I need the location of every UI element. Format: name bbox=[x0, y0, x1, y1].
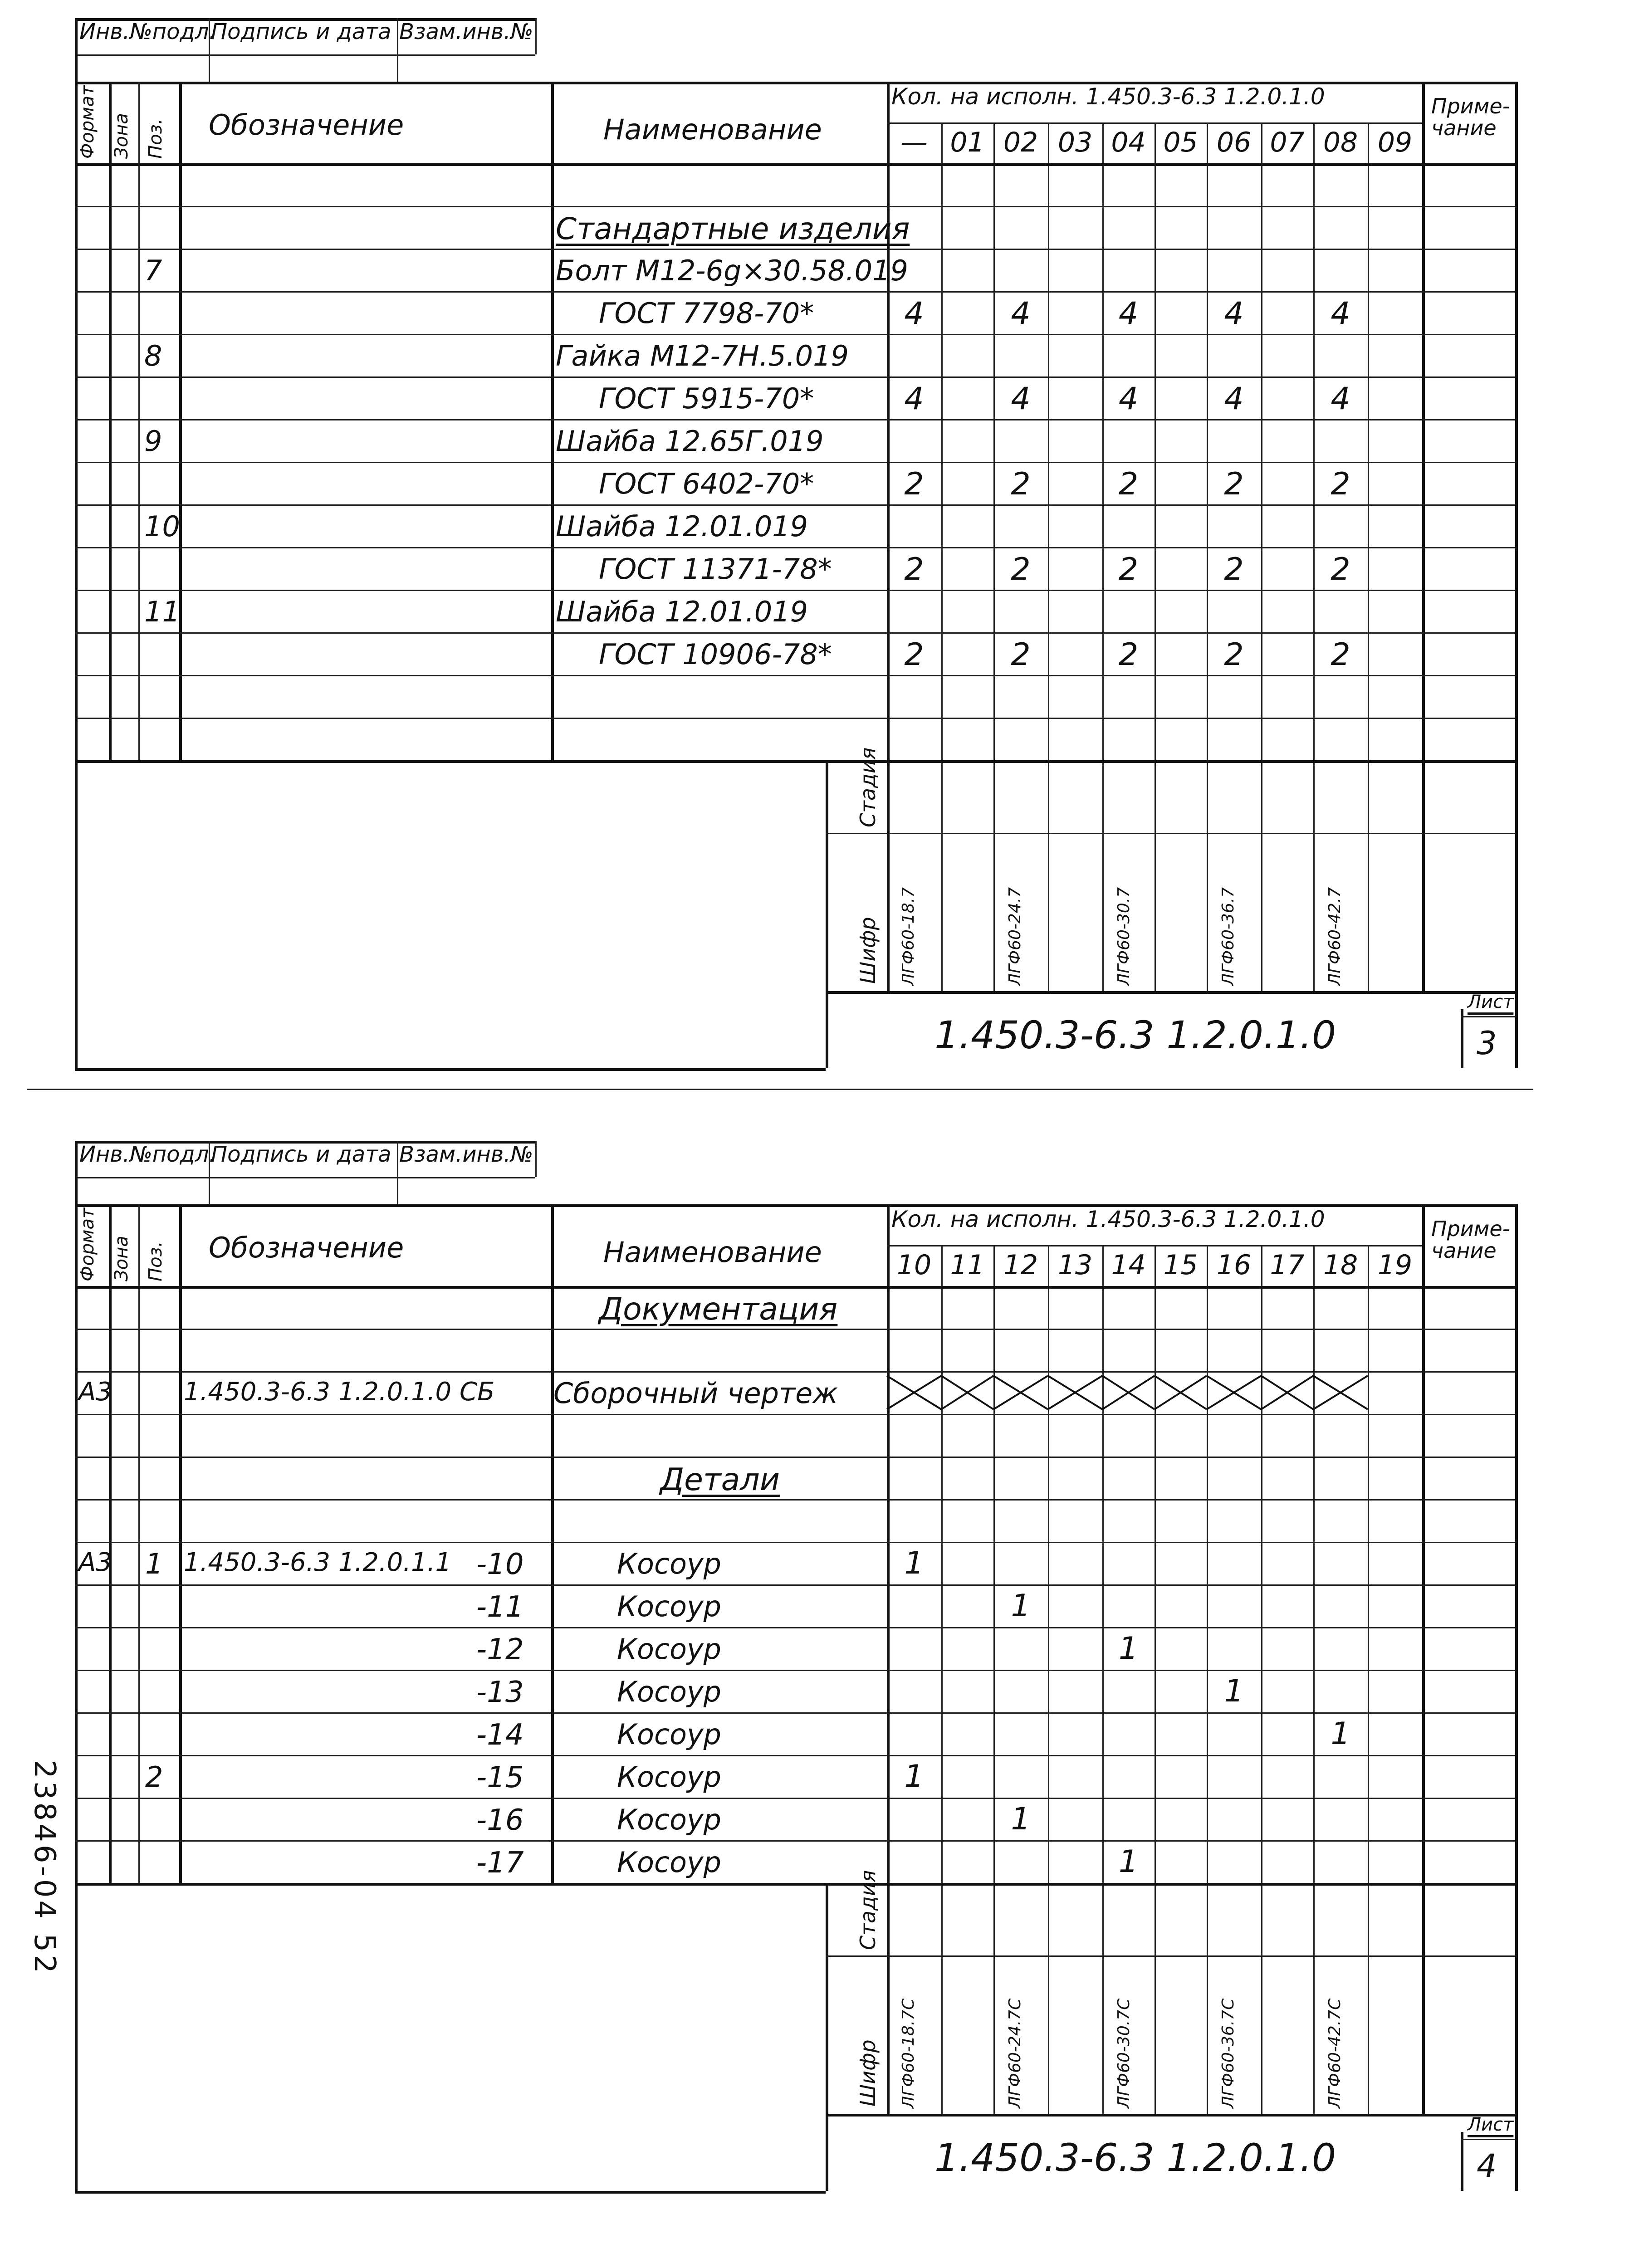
row-variant: -16 bbox=[476, 1804, 524, 1837]
qty-value: 2 bbox=[1011, 466, 1031, 502]
qty-value: 4 bbox=[904, 296, 924, 332]
qty-value: 2 bbox=[904, 637, 924, 673]
qty-value: 4 bbox=[904, 381, 924, 417]
row-name: Косоур bbox=[617, 1760, 722, 1794]
row-name: ГОСТ 7798-70* bbox=[599, 297, 814, 330]
qty-value: 2 bbox=[1331, 466, 1350, 502]
row-position: 9 bbox=[144, 425, 162, 458]
qty-col-header: 14 bbox=[1111, 1249, 1146, 1281]
qty-value: 2 bbox=[904, 552, 924, 587]
row-name: Косоур bbox=[617, 1675, 722, 1708]
qty-col-header: 19 bbox=[1377, 1249, 1413, 1281]
stamp-inv-label: Инв.№подл. bbox=[79, 19, 216, 44]
row-name: Косоур bbox=[617, 1590, 722, 1623]
row-variant: -13 bbox=[476, 1676, 524, 1709]
qty-col-header: 05 bbox=[1163, 127, 1198, 158]
qty-value: 1 bbox=[1224, 1673, 1244, 1709]
header-pos: Поз. bbox=[145, 1241, 166, 1281]
qty-value: 2 bbox=[1331, 552, 1350, 587]
cipher-label: Шифр bbox=[856, 917, 880, 984]
cipher-value: ЛГФ60-18.7 bbox=[899, 887, 918, 986]
header-note: Приме- чание bbox=[1431, 94, 1510, 141]
qty-col-header: 08 bbox=[1323, 127, 1358, 158]
qty-value: 1 bbox=[1118, 1631, 1139, 1667]
row-position: 1 bbox=[145, 1547, 163, 1580]
row-name: Сборочный чертеж bbox=[553, 1377, 838, 1410]
sheet-label: Лист bbox=[1468, 992, 1514, 1012]
qty-col-header: 06 bbox=[1216, 127, 1252, 158]
row-name: Шайба 12.01.019 bbox=[556, 595, 808, 628]
sheet-label: Лист bbox=[1468, 2114, 1514, 2135]
qty-col-header: 11 bbox=[950, 1249, 985, 1281]
row-name: Стандартные изделия bbox=[556, 211, 910, 246]
stamp-sign-label: Подпись и дата bbox=[211, 1142, 391, 1167]
qty-value: 4 bbox=[1011, 296, 1031, 332]
row-name: Косоур bbox=[617, 1547, 722, 1580]
row-name: Болт М12-6g×30.58.019 bbox=[556, 254, 908, 287]
row-variant: -11 bbox=[476, 1590, 524, 1624]
qty-value: 4 bbox=[1331, 296, 1350, 332]
stage-label: Стадия bbox=[856, 1870, 880, 1950]
row-name: Шайба 12.01.019 bbox=[556, 510, 808, 543]
qty-col-header: 03 bbox=[1057, 127, 1093, 158]
qty-col-header: 12 bbox=[1003, 1249, 1038, 1281]
header-name: Наименование bbox=[603, 113, 822, 146]
qty-col-header: 10 bbox=[896, 1249, 932, 1281]
qty-value: 1 bbox=[1331, 1716, 1350, 1752]
header-zone: Зона bbox=[111, 113, 132, 159]
row-designation: 1.450.3-6.3 1.2.0.1.0 СБ bbox=[184, 1377, 495, 1407]
header-designation: Обозначение bbox=[209, 1231, 404, 1264]
header-format: Формат bbox=[77, 1207, 98, 1281]
row-position: 8 bbox=[144, 339, 162, 372]
cipher-value: ЛГФ60-36.7 bbox=[1219, 887, 1238, 986]
stamp-vzam-label: Взам.инв.№ bbox=[399, 1142, 533, 1167]
qty-value: 2 bbox=[1224, 637, 1244, 673]
row-position: 11 bbox=[144, 595, 180, 628]
cipher-value: ЛГФ60-30.7С bbox=[1115, 1998, 1133, 2108]
row-variant: -14 bbox=[476, 1718, 524, 1752]
row-name: Косоур bbox=[617, 1718, 722, 1751]
row-format: А3 bbox=[78, 1377, 112, 1407]
row-name: Шайба 12.65Г.019 bbox=[556, 425, 824, 458]
qty-value: 1 bbox=[904, 1759, 924, 1794]
row-designation: 1.450.3-6.3 1.2.0.1.1 bbox=[184, 1548, 452, 1577]
qty-col-header: 13 bbox=[1057, 1249, 1093, 1281]
cipher-value: ЛГФ60-42.7С bbox=[1326, 1998, 1344, 2108]
qty-value: 1 bbox=[1011, 1801, 1031, 1837]
row-name: ГОСТ 10906-78* bbox=[599, 638, 832, 671]
qty-col-header: 07 bbox=[1270, 127, 1305, 158]
qty-value: 1 bbox=[904, 1545, 924, 1581]
cipher-value: ЛГФ60-24.7 bbox=[1006, 887, 1024, 986]
qty-col-header: 04 bbox=[1111, 127, 1146, 158]
cipher-value: ЛГФ60-36.7С bbox=[1219, 1998, 1238, 2108]
row-name: ГОСТ 5915-70* bbox=[599, 382, 814, 415]
row-name: Косоур bbox=[617, 1633, 722, 1666]
qty-col-header: 18 bbox=[1323, 1249, 1358, 1281]
stamp-vzam-label: Взам.инв.№ bbox=[399, 19, 533, 44]
qty-col-header: 17 bbox=[1270, 1249, 1305, 1281]
qty-value: 4 bbox=[1224, 381, 1244, 417]
row-name: Документация bbox=[599, 1291, 838, 1327]
row-position: 2 bbox=[145, 1760, 163, 1794]
qty-value: 2 bbox=[1011, 637, 1031, 673]
qty-value: 4 bbox=[1011, 381, 1031, 417]
row-variant: -10 bbox=[476, 1548, 524, 1581]
cipher-value: ЛГФ60-18.7С bbox=[899, 1998, 918, 2108]
qty-value: 1 bbox=[1011, 1588, 1031, 1624]
qty-col-header: 15 bbox=[1163, 1249, 1198, 1281]
row-variant: -17 bbox=[476, 1846, 524, 1880]
cipher-value: ЛГФ60-24.7С bbox=[1006, 1998, 1024, 2108]
header-designation: Обозначение bbox=[209, 108, 404, 142]
row-name: Косоур bbox=[617, 1803, 722, 1836]
qty-col-header: 02 bbox=[1003, 127, 1038, 158]
row-variant: -12 bbox=[476, 1633, 524, 1667]
header-name: Наименование bbox=[603, 1236, 822, 1269]
qty-value: 2 bbox=[1331, 637, 1350, 673]
document-code: 1.450.3-6.3 1.2.0.1.0 bbox=[934, 1013, 1336, 1057]
header-note: Приме- чание bbox=[1431, 1217, 1510, 1263]
qty-col-header: 01 bbox=[950, 127, 985, 158]
header-qty: Кол. на исполн. 1.450.3-6.3 1.2.0.1.0 bbox=[891, 1206, 1325, 1232]
row-variant: -15 bbox=[476, 1761, 524, 1794]
qty-col-header: — bbox=[900, 127, 928, 158]
qty-value: 2 bbox=[1118, 466, 1139, 502]
sheet-number: 3 bbox=[1477, 1025, 1497, 1062]
qty-value: 4 bbox=[1331, 381, 1350, 417]
margin-number: 23846-04 52 bbox=[28, 1760, 61, 1976]
header-format: Формат bbox=[77, 85, 98, 159]
sheet-number: 4 bbox=[1477, 2147, 1497, 2185]
stamp-sign-label: Подпись и дата bbox=[211, 19, 391, 44]
row-position: 10 bbox=[144, 510, 180, 543]
qty-value: 2 bbox=[904, 466, 924, 502]
stage-label: Стадия bbox=[856, 747, 880, 827]
qty-value: 4 bbox=[1118, 381, 1139, 417]
row-name: Гайка М12-7Н.5.019 bbox=[556, 339, 849, 372]
qty-value: 2 bbox=[1224, 466, 1244, 502]
header-zone: Зона bbox=[111, 1236, 132, 1281]
cipher-value: ЛГФ60-42.7 bbox=[1326, 887, 1344, 986]
qty-value: 1 bbox=[1118, 1844, 1139, 1880]
document-code: 1.450.3-6.3 1.2.0.1.0 bbox=[934, 2136, 1336, 2180]
qty-col-header: 09 bbox=[1377, 127, 1413, 158]
row-name: ГОСТ 11371-78* bbox=[599, 552, 832, 586]
row-position: 7 bbox=[144, 254, 162, 287]
row-name: ГОСТ 6402-70* bbox=[599, 467, 814, 500]
qty-value: 2 bbox=[1224, 552, 1244, 587]
header-qty: Кол. на исполн. 1.450.3-6.3 1.2.0.1.0 bbox=[891, 83, 1325, 110]
qty-value: 2 bbox=[1011, 552, 1031, 587]
row-name: Косоур bbox=[617, 1846, 722, 1879]
qty-col-header: 16 bbox=[1216, 1249, 1252, 1281]
cipher-value: ЛГФ60-30.7 bbox=[1115, 887, 1133, 986]
row-format: А3 bbox=[78, 1548, 112, 1577]
qty-value: 4 bbox=[1118, 296, 1139, 332]
stamp-inv-label: Инв.№подл. bbox=[79, 1142, 216, 1167]
qty-value: 2 bbox=[1118, 552, 1139, 587]
qty-value: 2 bbox=[1118, 637, 1139, 673]
cipher-label: Шифр bbox=[856, 2039, 880, 2107]
row-name: Детали bbox=[660, 1462, 780, 1498]
header-pos: Поз. bbox=[145, 118, 166, 159]
qty-value: 4 bbox=[1224, 296, 1244, 332]
